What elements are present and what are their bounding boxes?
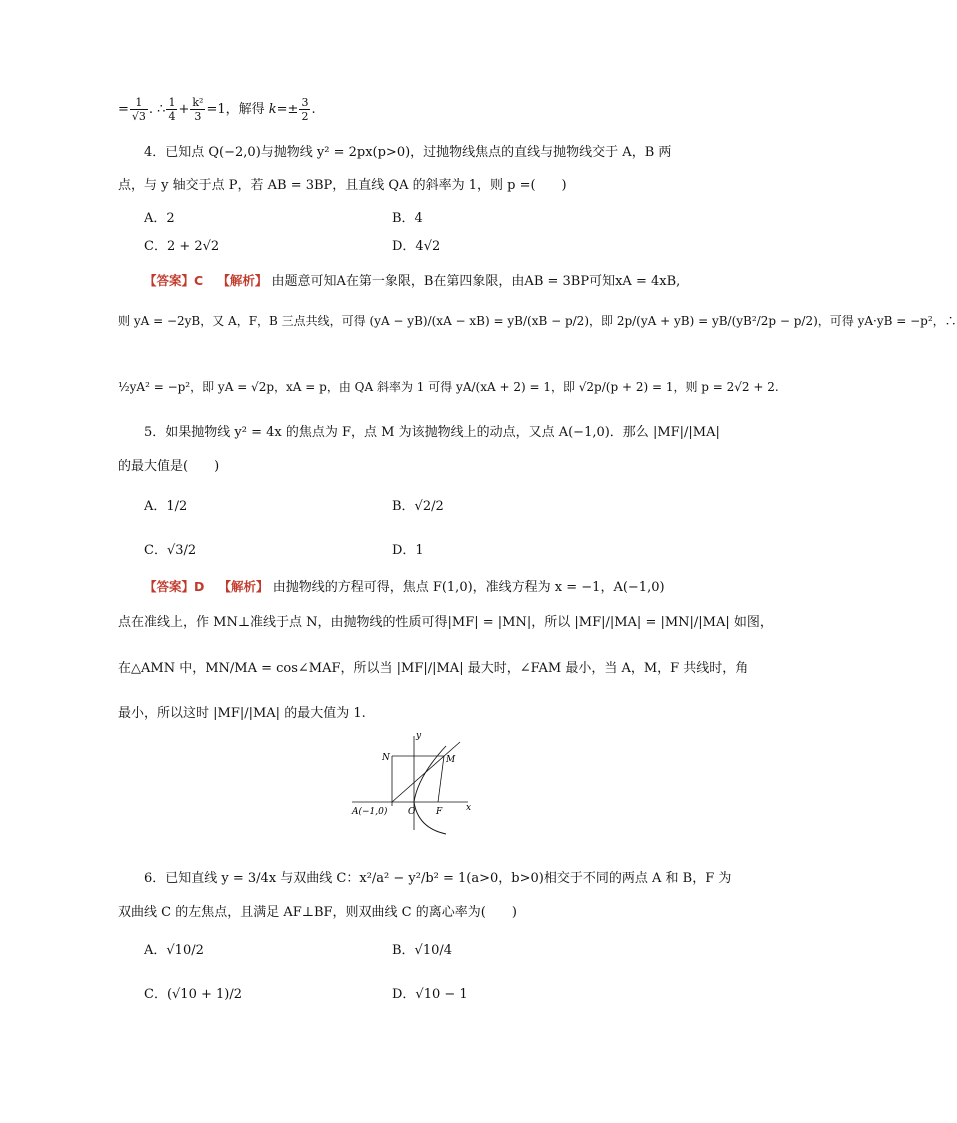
q4-option-b: B．4: [392, 211, 423, 226]
label-a: A(−1,0): [352, 807, 388, 817]
q6-option-a: A．√10/2: [144, 943, 204, 958]
q4-analysis-line2: 则 yA = −2yB，又 A，F，B 三点共线，可得 (yA − yB)/(xA − xB) = yB/(xB − p/2)，即 2p/(yA + yB) = yB/(yB²/2p − p/2)，可得 yA·yB = −p²，∴: [118, 314, 957, 328]
q5-answer-tag: 【答案】D: [144, 579, 205, 594]
q5-analysis-line2: 点在准线上，作 MN⊥准线于点 N，由抛物线的性质可得|MF| = |MN|，所以 |MF|/|MA| = |MN|/|MA| 如图，: [118, 615, 773, 630]
q5-option-d: D．1: [392, 543, 424, 558]
q4-analysis-tag: 【解析】: [217, 273, 268, 288]
line-am: [392, 742, 460, 802]
q4-answer-tag: 【答案】C: [144, 273, 204, 288]
q5-analysis-line1: [144, 578, 665, 597]
label-x: x: [466, 803, 472, 813]
label-f: F: [436, 807, 443, 817]
parabola-figure: [348, 730, 476, 834]
q5-analysis-text1: 由抛物线的方程可得，焦点 F(1,0)，准线方程为 x = −1，A(−1,0): [272, 580, 665, 595]
q5-analysis-tag: 【解析】: [218, 579, 269, 594]
label-m: M: [446, 755, 456, 765]
q4-analysis-text1: 由题意可知A在第一象限，B在第四象限，由AB = 3BP可知xA = 4xB,: [271, 274, 681, 289]
q5-stem-line2: 的最大值是( ): [118, 459, 220, 474]
q5-analysis-line4: 最小，所以这时 |MF|/|MA| 的最大值为 1.: [118, 706, 366, 721]
q4-analysis-line3: ½yA² = −p²，即 yA = √2p，xA = p，由 QA 斜率为 1 可得 yA/(xA + 2) = 1，即 √2p/(p + 2) = 1，则 p = 2√2 + 2.: [118, 380, 779, 394]
parabola-curve: [414, 746, 446, 834]
q4-stem-line1: 4．已知点 Q(−2,0)与抛物线 y² = 2px(p>0)，过抛物线焦点的直线与抛物线交于 A，B 两: [144, 145, 672, 160]
segment-mf: [438, 756, 444, 802]
q6-option-b: B．√10/4: [392, 943, 453, 958]
label-o: O: [408, 807, 416, 817]
label-n: N: [382, 753, 390, 763]
q4-option-a: A．2: [144, 211, 175, 226]
q4-stem-line2: 点，与 y 轴交于点 P，若 AB = 3BP，且直线 QA 的斜率为 1，则 p =( ): [118, 178, 567, 193]
q6-option-d: D．√10 − 1: [392, 987, 468, 1002]
q5-option-c: C．√3/2: [144, 543, 197, 558]
q5-stem-line1: 5．如果抛物线 y² = 4x 的焦点为 F，点 M 为该抛物线上的动点，又点 A(−1,0)．那么 |MF|/|MA|: [144, 425, 720, 440]
q5-option-a: A．1/2: [144, 499, 188, 514]
parabola-diagram: [348, 730, 476, 834]
q4-analysis-line1: [144, 272, 680, 291]
label-y: y: [416, 731, 422, 741]
q4-option-c: C．2 + 2√2: [144, 239, 220, 254]
q4-option-d: D．4√2: [392, 239, 441, 254]
q6-stem-line2: 双曲线 C 的左焦点，且满足 AF⊥BF，则双曲线 C 的离心率为( ): [118, 905, 517, 920]
q5-analysis-line3: 在△AMN 中，MN/MA = cos∠MAF，所以当 |MF|/|MA| 最大时，∠FAM 最小，当 A，M，F 共线时，角: [118, 661, 749, 676]
q5-option-b: B．√2/2: [392, 499, 444, 514]
q6-stem-line1: 6．已知直线 y = 3/4x 与双曲线 C：x²/a² − y²/b² = 1(a>0，b>0)相交于不同的两点 A 和 B，F 为: [144, 871, 732, 886]
top-line: = $\frac{1}{√3}$ . ∴ $\frac{1}{4}$ + $\frac{\text{k²}}{3}$ =1，解得 k=± $\frac{3}{2}$ .: [118, 96, 316, 123]
q6-option-c: C．(√10 + 1)/2: [144, 987, 242, 1002]
